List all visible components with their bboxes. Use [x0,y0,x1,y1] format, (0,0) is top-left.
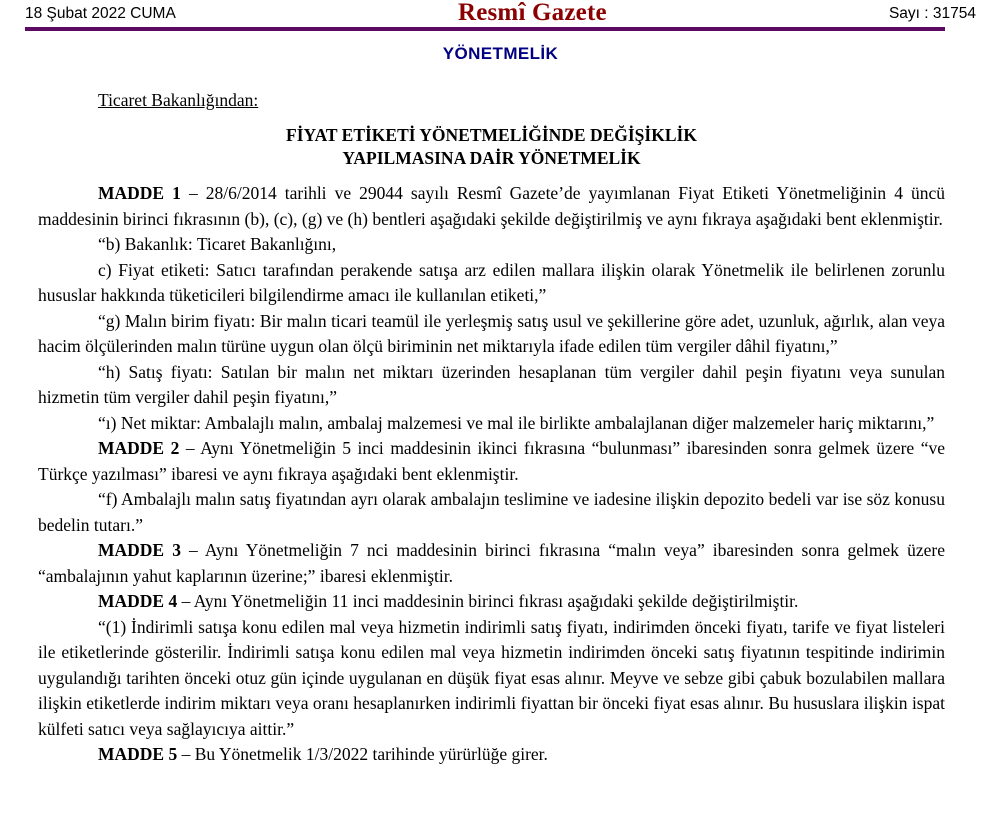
clause-paragraph [38,411,945,437]
article-dash: – [180,183,206,203]
article-label: MADDE 1 [98,183,181,203]
clause-paragraph [38,232,945,258]
article-paragraph [38,181,945,232]
article-paragraph [38,742,945,768]
article-text: Aynı Yönetmeliğin 5 inci maddesinin ikinci fıkrasına “bulunması” ibaresinden sonra gelmek üzere “ve Türkçe yazılması” ibaresi ve aynı fıkraya aşağıdaki bent eklenmiştir. [38,438,945,484]
clause-paragraph [38,487,945,538]
issue-number: Sayı : 31754 [888,5,976,22]
article-text: “(1) İndirimli satışa konu edilen mal veya hizmetin indirimli satış fiyatı, indirimden önceki fiyatı, tarife ve fiyat listeleri ile etiketlerinde gösterilir. İndirimli satışa konu edilen mal veya hizmetin indirimden önceki satış fiyatının tespitinde indirimin uygulandığı tarihten önceki otuz gün içinde uygulanan en düşük fiyat esas alınır. Meyve ve sebze gibi çabuk bozulabilen mallara ilişkin etiketlerde indirim miktarı veya oranı hesaplanırken indirimli fiyattan bir önceki fiyat esas alınır. Bu hususlara ilişkin ispat külfeti satıcı veya sağlayıcıya aittir.” [38,616,945,739]
article-text: “b) Bakanlık: Ticaret Bakanlığını, [98,234,337,254]
clause-paragraph [38,258,945,309]
issuing-authority [38,89,945,111]
article-text: Aynı Yönetmeliğin 7 nci maddesinin birinci fıkrasına “malın veya” ibaresinden sonra gelmek üzere “ambalajının yahut kaplarının üzerine;” ibaresi eklenmiştir. [38,540,946,586]
article-text: “ı) Net miktar: Ambalajlı malın, ambalaj malzemesi ve mal ile birlikte ambalajlanan diğer malzemeler hariç miktarını,” [98,412,935,433]
publication-date: 18 Şubat 2022 CUMA [25,5,176,22]
regulation-title-line-1: FİYAT ETİKETİ YÖNETMELİĞİNDE DEĞİŞİKLİK [286,125,697,145]
article-paragraph [38,436,945,487]
article-label: MADDE 3 [98,540,181,560]
regulation-title-line-2: YAPILMASINA DAİR YÖNETMELİK [342,148,641,168]
gazette-title: Resmî Gazete [457,0,607,26]
article-label: MADDE 2 [98,438,180,458]
article-text: “h) Satış fiyatı: Satılan bir malın net miktarı üzerinden hesaplanan tüm vergiler dahil peşin fiyatını veya sunulan hizmetin tüm vergiler dahil peşin fiyatını,” [38,361,945,407]
article-dash: – [180,540,205,560]
article-label: MADDE 4 [98,591,178,611]
article-text: 28/6/2014 tarihli ve 29044 sayılı Resmî Gazete’de yayımlanan Fiyat Etiketi Yönetmeliğinin 4 üncü maddesinin birinci fıkrasının (b), (c), (g) ve (h) bentleri aşağıdaki şekilde değiştirilmiş ve aynı fıkraya aşağıdaki bent eklenmiştir. [38,183,946,229]
article-text: Aynı Yönetmeliğin 11 inci maddesinin birinci fıkrası aşağıdaki şekilde değiştirilmiştir. [193,591,799,611]
clause-paragraph [38,615,945,743]
masthead-divider-rule [25,27,945,31]
article-paragraph [38,589,945,615]
article-paragraph [38,538,945,589]
gazette-masthead [0,0,1001,30]
clause-paragraph [38,360,945,411]
article-dash: – [177,744,195,764]
masthead-row [25,0,976,26]
article-text: Bu Yönetmelik 1/3/2022 tarihinde yürürlüğe girer. [194,744,548,764]
article-text: “f) Ambalajlı malın satış fiyatından ayrı olarak ambalajın teslimine ve iadesine ilişkin depozito bedeli var ise söz konusu bedelin tutarı.” [38,489,945,535]
article-dash: – [179,438,201,458]
issuing-authority-text: Ticaret Bakanlığından: [98,90,259,110]
article-label: MADDE 5 [98,744,178,764]
articles-container [38,181,945,768]
article-text: “g) Malın birim fiyatı: Bir malın ticari teamül ile yerleşmiş satış usul ve şekillerine göre adet, uzunluk, ağırlık, alan veya hacim ölçülerinden malın türüne uygun olan ölçü biriminin net miktarıyla ifade edilen tüm vergiler dâhil fiyatını,” [38,310,945,356]
regulation-title [38,124,945,170]
section-heading-yonetmelik: YÖNETMELİK [442,44,559,63]
article-text: c) Fiyat etiketi: Satıcı tarafından perakende satışa arz edilen mallara ilişkin olarak Yönetmelik ile belirlenen zorunlu hususlar hakkında tüketicileri bilgilendirme amacı ile kullanılan etiketi,” [38,259,945,305]
article-dash: – [177,591,194,611]
clause-paragraph [38,309,945,360]
document-body [0,89,1001,768]
